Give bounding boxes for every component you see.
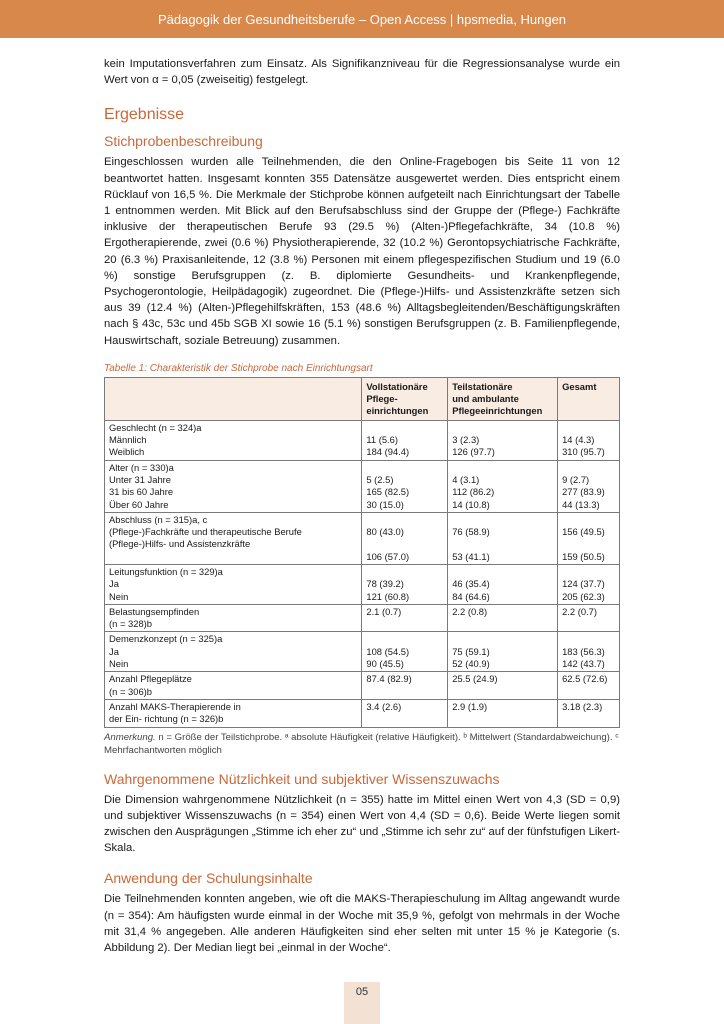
table-value-line [366, 462, 443, 474]
table-value-line: 14 (4.3) [562, 434, 595, 446]
table-value-line: 4 (3.1) [452, 473, 480, 485]
results-heading: Ergebnisse [104, 106, 185, 124]
table-label-line: Anzahl MAKS-Therapierende in [109, 700, 241, 712]
table-value-line [562, 514, 615, 526]
table-header-text: Gesamt [562, 380, 597, 392]
table-value-line: 44 (13.3) [562, 498, 600, 510]
table-value-line [562, 462, 615, 474]
table-row [105, 420, 620, 460]
table-value-cell [448, 604, 558, 632]
table-value-line [452, 462, 553, 474]
table-header-text: und ambulante [452, 393, 519, 405]
table-header-text: Pflege- [366, 393, 398, 405]
table-value-line: 78 (39.2) [366, 578, 404, 590]
table-value-cell [362, 420, 448, 460]
table-value-cell [448, 699, 558, 727]
table-value-line: 30 (15.0) [366, 498, 404, 510]
table-label-line: Männlich [109, 434, 147, 446]
table-row-label-cell [105, 699, 362, 727]
table-value-line [366, 514, 443, 526]
page-content [104, 56, 620, 956]
table-value-cell [448, 672, 558, 700]
table-row [105, 699, 620, 727]
table-value-line: 165 (82.5) [366, 486, 410, 498]
table-value-line: 3.18 (2.3) [562, 700, 603, 712]
table-value-line: 3 (2.3) [452, 434, 480, 446]
table-label-line: der Ein- richtung (n = 326)b [109, 713, 224, 725]
table-label-line: Nein [109, 590, 129, 602]
table-value-line: 159 (50.5) [562, 550, 605, 562]
table-value-cell [558, 632, 620, 672]
table-value-cell [558, 604, 620, 632]
table-value-line [452, 633, 553, 645]
table-row-label-cell [105, 565, 362, 605]
table-value-line: 106 (57.0) [366, 550, 410, 562]
usefulness-paragraph: Die Dimension wahrgenommene Nützlichkeit (n = 355) hatte im Mittel einen Wert von 4,3 (SD = 0,9) und subjektiver Wissenszuwachs (n = 354) einen Wert von 4,4 (SD = 0,6). Beide Werte liegen somit zwischen den Ausprägungen „Stimme ich eher zu“ und „Stimme ich sehr zu“ auf der fünfstufigen Likert-Skala. [104, 793, 620, 855]
table-value-line: 90 (45.5) [366, 658, 404, 670]
table-value-line [562, 538, 615, 550]
table-header-cell [362, 377, 448, 420]
table-value-line: 126 (97.7) [452, 446, 495, 458]
sample-characteristics-table [104, 377, 620, 728]
table-header-cell [448, 377, 558, 420]
table-value-cell [362, 632, 448, 672]
table-header-cell [105, 377, 362, 420]
table-value-line [562, 422, 615, 434]
usefulness-heading: Wahrgenommene Nützlichkeit und subjektiver Wissenszuwachs [104, 770, 500, 787]
table-label-line: (Pflege-)Fachkräfte und therapeutische Berufe [109, 526, 302, 538]
table-row-label-cell [105, 632, 362, 672]
table-value-cell [558, 672, 620, 700]
table-value-line [452, 422, 553, 434]
table-value-line [452, 514, 553, 526]
table-value-cell [558, 420, 620, 460]
table-value-line: 124 (37.7) [562, 578, 605, 590]
table-label-line: Abschluss (n = 315)a, c [109, 513, 208, 525]
table-label-line: Anzahl Pflegeplätze [109, 673, 192, 685]
table-value-line: 108 (54.5) [366, 645, 410, 657]
table-label-line: Demenzkonzept (n = 325)a [109, 633, 223, 645]
table-label-line: Geschlecht (n = 324)a [109, 421, 202, 433]
table-value-line [562, 633, 615, 645]
table-caption: Tabelle 1: Charakteristik der Stichprobe nach Einrichtungsart [104, 362, 373, 374]
table-label-line: Alter (n = 330)a [109, 461, 174, 473]
table-value-cell [362, 565, 448, 605]
table-row-label-cell [105, 604, 362, 632]
table-label-line: (Pflege-)Hilfs- und Assistenzkräfte [109, 538, 251, 550]
table-value-cell [558, 565, 620, 605]
journal-header [0, 0, 724, 38]
table-value-line: 277 (83.9) [562, 486, 605, 498]
table-value-line: 2.1 (0.7) [366, 605, 402, 617]
table-value-line: 75 (59.1) [452, 645, 490, 657]
table-value-line: 5 (2.5) [366, 473, 394, 485]
table-row-label-cell [105, 460, 362, 512]
table-label-line: Leitungsfunktion (n = 329)a [109, 566, 223, 577]
table-value-cell [362, 460, 448, 512]
table-note [104, 731, 620, 757]
table-value-cell [448, 512, 558, 564]
table-value-line: 3.4 (2.6) [366, 700, 402, 712]
table-label-line: Ja [109, 578, 119, 590]
table-value-cell [362, 604, 448, 632]
table-header-text: Vollstationäre [366, 380, 428, 392]
table-row-label-cell [105, 512, 362, 564]
sample-heading: Stichprobenbeschreibung [104, 133, 263, 150]
table-label-line: (n = 306)b [109, 685, 152, 697]
table-label-line: Über 60 Jahre [109, 498, 169, 510]
table-value-line: 25.5 (24.9) [452, 673, 498, 685]
table-value-line: 87.4 (82.9) [366, 673, 412, 685]
table-value-cell [558, 512, 620, 564]
table-value-line: 53 (41.1) [452, 550, 490, 562]
table-label-line [109, 551, 357, 563]
table-row [105, 632, 620, 672]
table-value-line: 76 (58.9) [452, 526, 490, 538]
table-value-line: 80 (43.0) [366, 526, 404, 538]
table-header-text: Teilstationäre [452, 380, 513, 392]
table-row [105, 604, 620, 632]
table-value-line: 156 (49.5) [562, 526, 605, 538]
table-header-row [105, 377, 620, 420]
page-number: 05 [355, 986, 369, 998]
intro-paragraph: kein Imputationsverfahren zum Einsatz. Als Signifikanzniveau für die Regressionsanalyse wurde ein Wert von α = 0,05 (zweiseitig) festgelegt. [104, 58, 620, 87]
table-label-line: Weiblich [109, 446, 145, 458]
table-value-line: 142 (43.7) [562, 658, 605, 670]
table-value-line: 2.2 (0.8) [452, 605, 488, 617]
application-paragraph: Die Teilnehmenden konnten angeben, wie oft die MAKS-Therapieschulung im Alltag angewandt wurde (n = 354): Am häufigsten wurde einmal in der Woche mit 35,9 %, gefolgt von mehrmals in der Woche mit 31,4 % angegeben. Alle anderen Häufigkeiten sind eher selten mit unter 15 % je Kategorie (s. Abbildung 2). Der Median liegt bei „einmal in der Woche“. [104, 893, 620, 954]
table-value-line: 62.5 (72.6) [562, 673, 608, 685]
table-value-cell [448, 460, 558, 512]
journal-title: Pädagogik der Gesundheitsberufe – Open Access | hpsmedia, Hungen [157, 11, 567, 27]
table-row [105, 672, 620, 700]
table-row [105, 460, 620, 512]
table-value-cell [558, 460, 620, 512]
application-heading: Anwendung der Schulungsinhalte [104, 870, 313, 887]
table-value-line: 11 (5.6) [366, 434, 398, 446]
table-value-line: 9 (2.7) [562, 473, 590, 485]
table-note-text: n = Größe der Teilstichprobe. ᵃ absolute Häufigkeit (relative Häufigkeit). ᵇ Mittelwert (Standardabweichung). ᶜ Mehrfachantworten möglich [104, 731, 619, 756]
table-label-line: Unter 31 Jahre [109, 473, 172, 485]
table-value-cell [448, 565, 558, 605]
table-value-line: 310 (95.7) [562, 446, 605, 458]
sample-paragraph: Eingeschlossen wurden alle Teilnehmenden, die den Online-Fragebogen bis Seite 11 von 12 beantwortet hatten. Insgesamt konnten 355 Datensätze ausgewertet werden. Dies entspricht einem Rücklauf von 16,5 %. Die Merkmale der Stichprobe können aufgeteilt nach Einrichtungsart der Tabelle 1 entnommen werden. Mit Blick auf den Berufsabschluss sind der Gruppe der (Pflege-) Fachkräfte inklusive der therapeutischen Berufe 93 (29.5 %) (Alten-)Pflegefachkräfte, 34 (10.8 %) Ergotherapierende, zwei (0.6 %) Physiotherapierende, 32 (10.2 %) Gerontopsychiatrische Fachkräfte, 20 (6.3 %) Praxisanleitende, 12 (3.8 %) Personen mit einem pflegespezifischen Studium und 19 (6.0 %) sonstige Berufsgruppen (z. B. diplomierte Gesundheits- und Krankenpflegende, Psychogerontologie, Heilpädagogik) zugeordnet. Die (Pflege-)Hilfs- und Assistenzkräfte setzen sich aus 39 (12.4 %) (Alten-)Pflegehilfskräften, 153 (48.6 %) Alltagsbegleitenden/Beschäftigungskräften nach § 43c, 53c und 45b SGB XI sowie 16 (5.1 %) sonstigen Berufsgruppen (z. B. Familienpflegende, Hauswirtschaft, soziale Betreuung) zusammen. [104, 156, 620, 347]
table-value-line: 112 (86.2) [452, 486, 495, 498]
table-value-cell [362, 672, 448, 700]
table-value-line: 121 (60.8) [366, 590, 410, 602]
table-header-text: einrichtungen [366, 405, 429, 417]
table-value-line: 52 (40.9) [452, 658, 490, 670]
table-value-line [452, 566, 553, 578]
table-value-line: 2.9 (1.9) [452, 700, 488, 712]
table-value-line: 183 (56.3) [562, 645, 605, 657]
table-value-line: 2.2 (0.7) [562, 605, 597, 617]
table-label-line: (n = 328)b [109, 618, 152, 630]
table-row-label-cell [105, 420, 362, 460]
table-value-line [562, 566, 615, 578]
table-value-line [366, 422, 443, 434]
table-value-line: 205 (62.3) [562, 590, 605, 602]
table-row [105, 512, 620, 564]
table-value-cell [362, 512, 448, 564]
table-row [105, 565, 620, 605]
table-label-line: Belastungsempfinden [109, 605, 200, 617]
table-value-cell [448, 632, 558, 672]
table-value-cell [558, 699, 620, 727]
table-label-line: Ja [109, 645, 119, 657]
table-value-line [452, 538, 553, 550]
table-note-label: Anmerkung. [104, 731, 156, 743]
table-value-line: 14 (10.8) [452, 498, 490, 510]
table-header-text: Pflegeeinrichtungen [452, 405, 543, 417]
table-value-line [366, 538, 443, 550]
table-label-line: Nein [109, 658, 129, 670]
table-label-line: 31 bis 60 Jahre [109, 486, 174, 498]
table-value-line: 84 (64.6) [452, 590, 490, 602]
table-value-cell [448, 420, 558, 460]
table-value-line: 184 (94.4) [366, 446, 410, 458]
table-value-line [366, 633, 443, 645]
table-value-cell [362, 699, 448, 727]
table-value-line: 46 (35.4) [452, 578, 490, 590]
table-value-line [366, 566, 443, 578]
page-number-box [344, 982, 380, 1024]
table-header-cell [558, 377, 620, 420]
table-row-label-cell [105, 672, 362, 700]
